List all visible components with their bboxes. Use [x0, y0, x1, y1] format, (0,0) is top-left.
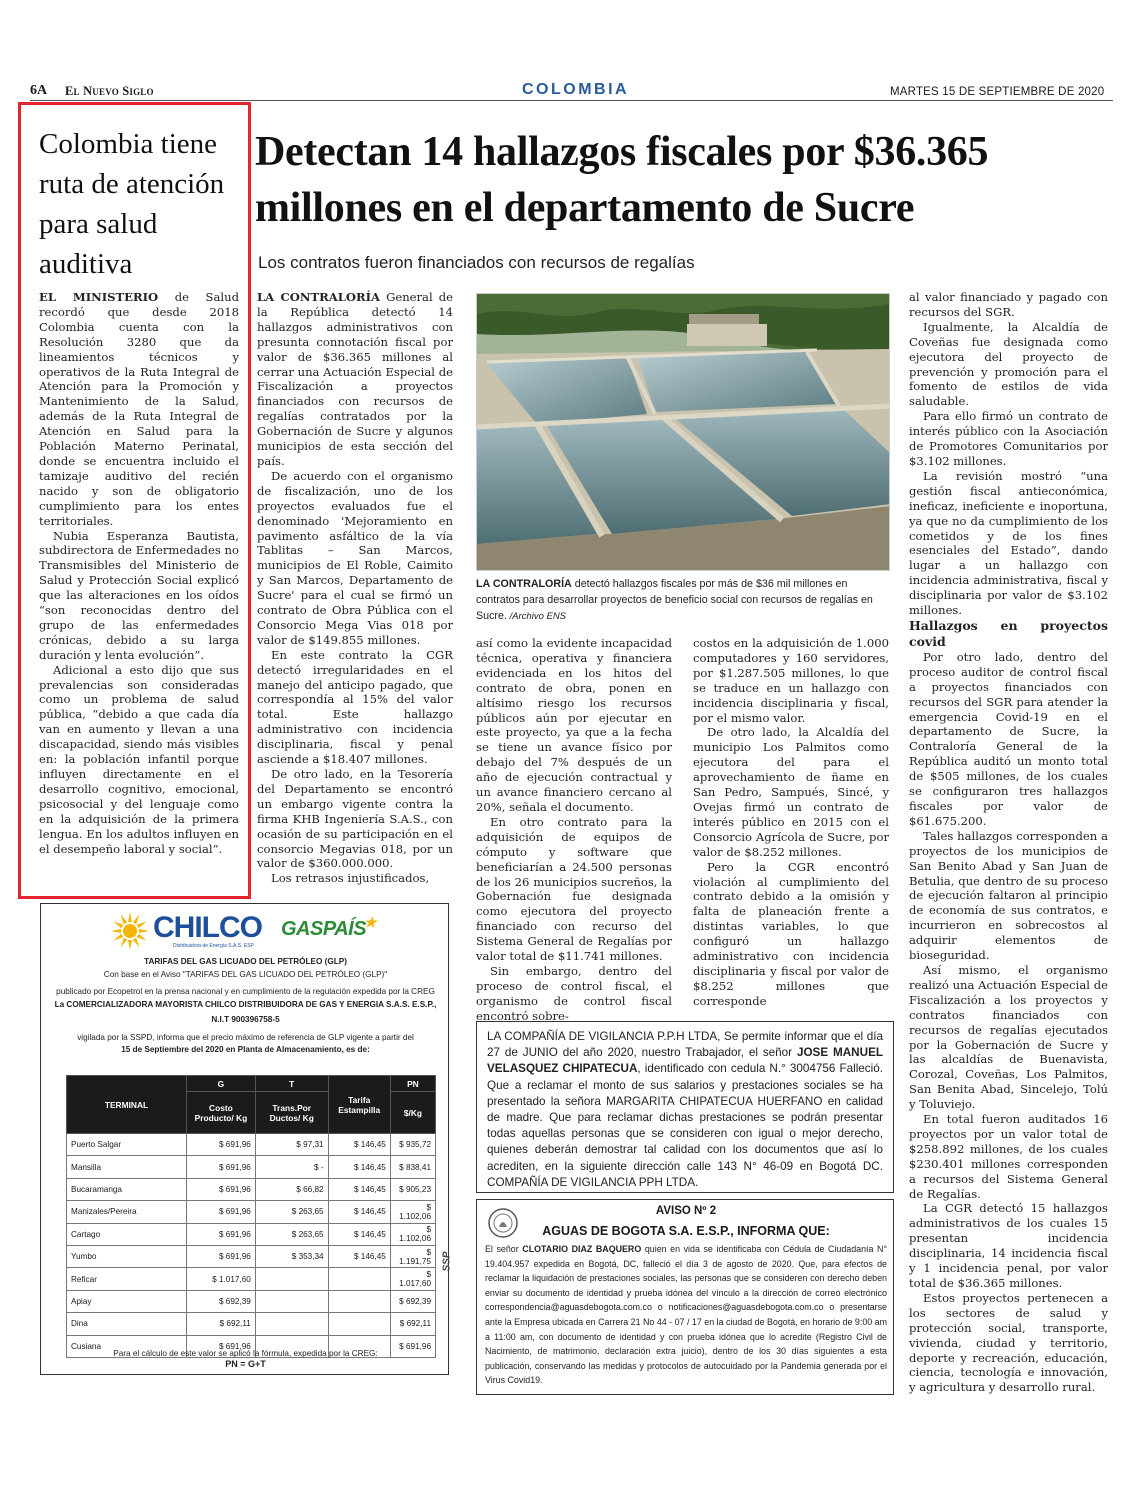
- header-t: T: [255, 1076, 328, 1092]
- value-cell: $ 146,45: [328, 1134, 390, 1156]
- gaspais-logo: [281, 914, 377, 941]
- glp-ad-footer: Para el cálculo de este valor se aplicó la fórmula, expedida por la CREG:: [113, 1349, 378, 1358]
- notice-title: AGUAS DE BOGOTA S.A. E.S.P., INFORMA QUE:: [542, 1224, 830, 1238]
- terminal-cell: Puerto Salgar: [67, 1134, 187, 1156]
- table-header-row: [67, 1076, 436, 1092]
- article-paragraph: De otro lado, en la Tesorería del Departamento se encontró un embargo vigente contra la firma KHB Ingeniería S.A.S., con ocasión de su participación en el consorcio Megavias 018, por un valor de $360.000.000.: [257, 767, 453, 871]
- article-column-2: [476, 636, 672, 1024]
- value-cell: $ 935,72: [390, 1134, 435, 1156]
- glp-ad-line: La COMERCIALIZADORA MAYORISTA CHILCO DISTRIBUIDORA DE GAS Y ENERGIA S.A.S. E.S.P.,: [54, 999, 437, 1009]
- article-paragraph: Sin embargo, dentro del proceso de control fiscal, el organismo de control fiscal encontró sobre-: [476, 963, 672, 1023]
- chilco-logo: CHILCO: [153, 911, 262, 944]
- value-cell: $ 692,39: [390, 1290, 435, 1312]
- value-cell: $ 1.102,06: [390, 1223, 435, 1245]
- glp-ad-line: 15 de Septiembre del 2020 en Planta de Almacenamiento, es de:: [121, 1045, 370, 1054]
- table-row: [67, 1134, 436, 1156]
- article-subhead: Hallazgos en proyectos covid: [909, 617, 1108, 649]
- article-paragraph: Pero la CGR encontró violación al cumplimiento del contrato debido a la omisión y falta de planeación frente a distintas variables, lo que configuró un hallazgo administrativo con incidencia disciplinaria y fiscal por valor de $8.252 millones que corresponde: [693, 859, 889, 1008]
- aguas-de-bogota-notice: [476, 1199, 894, 1395]
- value-cell: $ -: [255, 1156, 328, 1178]
- value-cell: $ 146,45: [328, 1245, 390, 1267]
- caption-lead: LA CONTRALORÍA: [476, 578, 572, 590]
- value-cell: $ 691,96: [390, 1335, 435, 1357]
- article-paragraph: En total fueron auditados 16 proyectos por un valor total de $258.892 millones, de los cuales $230.401 millones corresponden a recursos del Sistema General de Regalías.: [909, 1112, 1108, 1201]
- header-pn: PN: [390, 1076, 435, 1092]
- article-paragraph: La revisión mostró “una gestión fiscal antieconómica, ineficaz, ineficiente e inoportuna, ya que no da cumplimiento de los cometidos y de los fines esenciales del Estado”, dando lugar a un hallazgo con incidencia administrativa, fiscal y disciplinaria por valor de $3.102 millones.: [909, 468, 1108, 618]
- terminal-cell: Dina: [67, 1313, 187, 1335]
- header-kg: $/Kg: [390, 1092, 435, 1134]
- sidebar-paragraph: Adicional a esto dijo que sus prevalencias son consideradas como un problema de salud pública, “debido a que cada día van en aumento y llevan a una discapacidad, siendo más visibles en: la población infantil porque influyen directamente en el desarrollo cognitivo, emocional, psicosocial y del lenguaje como en la adquisición de la primera lengua. En los adultos influyen en el desempeño laboral y social”.: [39, 662, 239, 856]
- section-name: COLOMBIA: [522, 81, 630, 98]
- terminal-cell: Cartago: [67, 1223, 187, 1245]
- value-cell: $ 691,96: [187, 1134, 256, 1156]
- value-cell: $ 691,96: [187, 1178, 256, 1200]
- value-cell: $ 691,96: [187, 1245, 256, 1267]
- value-cell: $ 97,31: [255, 1134, 328, 1156]
- value-cell: [255, 1290, 328, 1312]
- sidebar-lead: EL MINISTERIO: [39, 290, 159, 304]
- sidebar-body: [39, 290, 239, 856]
- headline: Detectan 14 hallazgos fiscales por $36.365 millones en el departamento de Sucre: [255, 129, 989, 231]
- article-column-1: [257, 290, 453, 886]
- table-row: [67, 1156, 436, 1178]
- value-cell: $ 146,45: [328, 1201, 390, 1223]
- value-cell: $ 146,45: [328, 1178, 390, 1200]
- table-row: [67, 1178, 436, 1200]
- value-cell: $ 692,39: [187, 1290, 256, 1312]
- value-cell: $ 1.102,06: [390, 1201, 435, 1223]
- glp-ad-line: publicado por Ecopetrol en la prensa nacional y en cumplimiento de la regulación expedida por la CREG: [56, 987, 435, 996]
- value-cell: $ 692,11: [390, 1313, 435, 1335]
- glp-ad-title: TARIFAS DEL GAS LICUADO DEL PETRÓLEO (GLP): [144, 957, 347, 966]
- notice-text: , identificado con cedula N.° 3004756 Falleció. Que a reclamar el monto de sus salarios y prestaciones sociales se ha presentado la señora MARGARITA CHIPATECUA HUERFANO en calidad de madre. Que para reclamar dichas prestaciones se podrán presentar todas aquellas personas que se consideren con igual o mejor derecho, quienes deberán demostrar tal calidad con los documentos que así lo acrediten, en la siguiente dirección calle 143 N° 46-09 en Bogotá DC. COMPAÑÍA DE VIGILANCIA PPH LTDA.: [487, 1062, 883, 1189]
- header-trans: Trans.Por Ductos/ Kg: [255, 1092, 328, 1134]
- value-cell: $ 1.017,60: [187, 1268, 256, 1290]
- terminal-cell: Cusiana: [67, 1335, 187, 1357]
- glp-tariff-table: [66, 1075, 436, 1358]
- notice-text: El señor: [485, 1244, 523, 1254]
- article-paragraph: al valor financiado y pagado con recursos del SGR.: [909, 290, 1108, 319]
- newspaper-name: El Nuevo Siglo: [65, 84, 154, 98]
- chilco-logo-tagline: Distribuidora de Energía S.A.S. ESP: [173, 943, 254, 949]
- notice-name: JOSE MANUEL VELASQUEZ CHIPATECUA: [487, 1046, 884, 1076]
- table-row: [67, 1313, 436, 1335]
- glp-ad-nit: N.I.T 900396758-5: [211, 1015, 280, 1024]
- article-paragraph: En este contrato la CGR detectó irregularidades en el manejo del anticipo pagado, que correspondía al 15% del valor total. Este hallazgo administrativo con incidencia disciplinaria, fiscal y penal asciende a $18.407 millones.: [257, 647, 453, 767]
- water-treatment-photo: [476, 293, 890, 571]
- header-g: G: [187, 1076, 256, 1092]
- notice-title: AVISO Nº 2: [655, 1205, 717, 1217]
- star-icon: ★: [364, 914, 377, 930]
- value-cell: $ 905,23: [390, 1178, 435, 1200]
- table-row: [67, 1201, 436, 1223]
- gaspais-logo-text: GASPAÍS: [281, 918, 367, 940]
- value-cell: $ 1.017,60: [390, 1268, 435, 1290]
- value-cell: $ 691,96: [187, 1335, 256, 1357]
- value-cell: [328, 1268, 390, 1290]
- article-paragraph: Así mismo, el organismo realizó una Actuación Especial de Fiscalización a los proyectos y contratos financiados con recursos de regalías ejecutados por la Gobernación de Sucre y las alcaldías de Buenavista, Corozal, Coveñas, Los Palmitos, San Benita Abad, Sincelejo, Tolú y Toluviejo.: [909, 962, 1108, 1112]
- chilco-glp-ad: [40, 903, 453, 1375]
- table-row: [67, 1223, 436, 1245]
- subtitle: Los contratos fueron financiados con recursos de regalías: [258, 253, 695, 272]
- header-tarifa: Tarifa Estampilla: [328, 1076, 390, 1134]
- value-cell: [255, 1268, 328, 1290]
- value-cell: $ 263,65: [255, 1201, 328, 1223]
- caption-text: detectó hallazgos fiscales por más de $36 mil millones en contratos para desarrollar proyectos de beneficio social con recursos de regalías en Sucre.: [476, 578, 873, 622]
- sidebar-paragraph: de Salud recordó que desde 2018 Colombia cuenta con la Resolución 3280 que da lineamientos técnicos y operativos de la Ruta Integral de Atención para la Promoción y Mantenimiento de la Salud, además de la Ruta Integral de Atención en Salud para la Población Materno Perinatal, donde se encuentra incluido el tamizaje auditivo del recién nacido y son de obligatorio cumplimiento para los entes territoriales.: [39, 290, 240, 528]
- terminal-cell: Manizales/Pereira: [67, 1201, 187, 1223]
- article-paragraph: En otro contrato para la adquisición de equipos de cómputo y software que beneficiarían a 24.500 personas de los 26 municipios sucreños, la Gobernación fue designada como ejecutora del proyecto financiado con recurso del Sistema General de Regalías por valor total de $11.741 millones.: [476, 814, 672, 964]
- value-cell: $ 691,96: [187, 1201, 256, 1223]
- table-row: [67, 1245, 436, 1267]
- article-paragraph: Por otro lado, dentro del proceso auditor de control fiscal a proyectos financiados con recursos del SGR para atender la emergencia Covid-19 en el departamento de Sucre, la Contraloría General de la República auditó un monto total de $505 millones, de los cuales se configuraron tres hallazgos fiscales por valor de $61.675.200.: [909, 649, 1108, 828]
- table-row: [67, 1268, 436, 1290]
- page-number: 6A: [30, 83, 48, 98]
- issue-date: MARTES 15 DE SEPTIEMBRE DE 2020: [890, 86, 1105, 98]
- terminal-cell: Apiay: [67, 1290, 187, 1312]
- terminal-cell: Yumbo: [67, 1245, 187, 1267]
- value-cell: $ 353,34: [255, 1245, 328, 1267]
- article-paragraph: Estos proyectos pertenecen a los sectores de salud y protección social, transporte, vivienda, ciudad y territorio, deporte y recreación, educación, ciencia, tecnología e innovación, y agricultura y desarrollo rural.: [909, 1290, 1108, 1395]
- photo-caption: [476, 576, 890, 625]
- value-cell: $ 691,96: [187, 1223, 256, 1245]
- notice-name: CLOTARIO DIAZ BAQUERO: [522, 1244, 642, 1254]
- article-paragraph: De acuerdo con el organismo de fiscalización, uno de los proyectos evaluados fue el denominado 'Mejoramiento en pavimento asfáltico de la vía Tablitas – San Marcos, municipios de El Roble, Caimito y San Marcos, Departamento de Sucre' para el cual se firmó un contrato de Obra Pública con el Consorcio Mega Vias 018 por valor de $149.855 millones.: [257, 468, 453, 647]
- header-rule: [30, 100, 1113, 101]
- glp-ad-formula: PN = G+T: [225, 1359, 266, 1369]
- header-terminal: TERMINAL: [67, 1076, 187, 1134]
- article-column-4: [909, 290, 1108, 1395]
- glp-ad-line: vigilada por la SSPD, informa que el precio máximo de referencia de GLP vigente a partir del: [77, 1032, 414, 1042]
- caption-credit: /Archivo ENS: [506, 611, 567, 622]
- value-cell: $ 838,41: [390, 1156, 435, 1178]
- value-cell: [328, 1290, 390, 1312]
- header-costo: Costo Producto/ Kg: [187, 1092, 256, 1134]
- notice-text: LA COMPAÑÍA DE VIGILANCIA P.P.H LTDA, Se permite informar que el día 27 de JUNIO del año 2020, nuestro Trabajador, el señor: [487, 1030, 883, 1060]
- glp-ad-line: Con base en el Aviso "TARIFAS DEL GAS LICUADO DEL PETRÓLEO (GLP)": [103, 969, 388, 979]
- ssp-stamp: SSP: [441, 1251, 453, 1272]
- sun-logo-icon: [111, 912, 149, 950]
- value-cell: $ 691,96: [187, 1156, 256, 1178]
- value-cell: $ 146,45: [328, 1156, 390, 1178]
- article-paragraph: De otro lado, la Alcaldía del municipio Los Palmitos como ejecutora del para el aprovechamiento de ñame en San Pedro, Sampués, Sincé, y Ovejas firmó un contrato de interés público en 2015 con el Consorcio Agrícola de Sucre, por valor de $8.252 millones.: [693, 725, 889, 859]
- terminal-cell: Bucaramanga: [67, 1178, 187, 1200]
- article-lead: LA CONTRALORÍA: [257, 290, 381, 304]
- article-paragraph: General de la República detectó 14 hallazgos administrativos con presunta connotación fiscal por valor de $36.365 millones al cerrar una Actuación Especial de Fiscalización a proyectos financiados con recursos de regalías contratados por la Gobernación de Sucre y algunos municipios de esta sección del país.: [257, 290, 453, 468]
- notice-body: [485, 1242, 887, 1388]
- article-paragraph: Igualmente, la Alcaldía de Coveñas fue designada como ejecutora del proyecto de prevención y promoción para el fomento de estilos de vida saludable.: [909, 319, 1108, 409]
- photo-illustration: [477, 294, 890, 571]
- value-cell: $ 1.191,75: [390, 1245, 435, 1267]
- article-column-3: [693, 636, 889, 1009]
- value-cell: $ 146,45: [328, 1223, 390, 1245]
- article-paragraph: Los retrasos injustificados,: [271, 871, 430, 886]
- vigilancia-notice: [476, 1021, 894, 1193]
- value-cell: [328, 1313, 390, 1335]
- value-cell: $ 66,82: [255, 1178, 328, 1200]
- terminal-cell: Reficar: [67, 1268, 187, 1290]
- article-paragraph: Tales hallazgos corresponden a proyectos de los municipios de San Benito Abad y San Juan de Betulia, que dentro de su proceso de ejecución faltaron al principio de economía de sus contratos, e incurrieron en sobrecostos al adquirir elementos de bioseguridad.: [909, 828, 1108, 963]
- table-row: [67, 1290, 436, 1312]
- value-cell: $ 263,65: [255, 1223, 328, 1245]
- terminal-cell: Mansilla: [67, 1156, 187, 1178]
- value-cell: $ 692,11: [187, 1313, 256, 1335]
- article-paragraph: La CGR detectó 15 hallazgos administrativos de los cuales 15 presentan incidencia disciplinaria, 14 incidencia fiscal y 1 incidencia penal, por valor total de $36.365 millones.: [909, 1201, 1108, 1290]
- notice-text: quien en vida se identificaba con Cédula de Ciudadanía N° 19.404.957 expedida en Bogotá, DC, falleció el día 3 de agosto de 2020. Que, para efectos de reclamar la liquidación de prestaciones sociales, las personas que se consideren con derecho deben enviar su documento de identidad y prueba idónea del vínculo a la dirección de correo electrónico correspondencia@aguasdebogota.com.co o notificaciones@aguasdebogota.com.co o presentarse ante la Empresa ubicada en Carrera 21 No 44 - 07 / 17 en la ciudad de Bogotá, en horario de 9:00 am a 11:00 am, con documento de identidad y con prueba idónea que lo acredite (Registro Civil de Nacimiento, de matrimonio, declaración extra juicio), dentro de los 30 días siguientes a esta publicación, conservando las medidas y protocolos de autocuidado por la Pandemia generada por el Virus Covid19.: [485, 1244, 888, 1386]
- sidebar-title: Colombia tiene ruta de atención para salud auditiva: [39, 128, 225, 280]
- article-paragraph: Para ello firmó un contrato de interés público con la Asociación de Promotores Comunitarios por $3.102 millones.: [909, 409, 1108, 468]
- article-paragraph: costos en la adquisición de 1.000 computadores y 160 servidores, por $1.287.505 millones, lo que se traduce en un hallazgo con incidencia disciplinaria y fiscal, por el mismo valor.: [693, 636, 889, 725]
- value-cell: [255, 1313, 328, 1335]
- article-paragraph: así como la evidente incapacidad técnica, operativa y financiera evidenciada en los hitos del contrato de obra, ponen en altísimo riesgo los recursos públicos aún por ejecutar en este proyecto, ya que a la fecha se tiene un avance físico por debajo del 7% después de un año de ejecución contractual y un avance financiero cercano al 20%, señala el documento.: [476, 636, 672, 814]
- sidebar-paragraph: Nubia Esperanza Bautista, subdirectora de Enfermedades no Transmisibles del Ministerio de Salud y Protección Social explicó que las alteraciones en los oídos “son reconocidas dentro del grupo de las enfermedades crónicas, debido a su larga duración y lenta evolución”.: [39, 528, 239, 662]
